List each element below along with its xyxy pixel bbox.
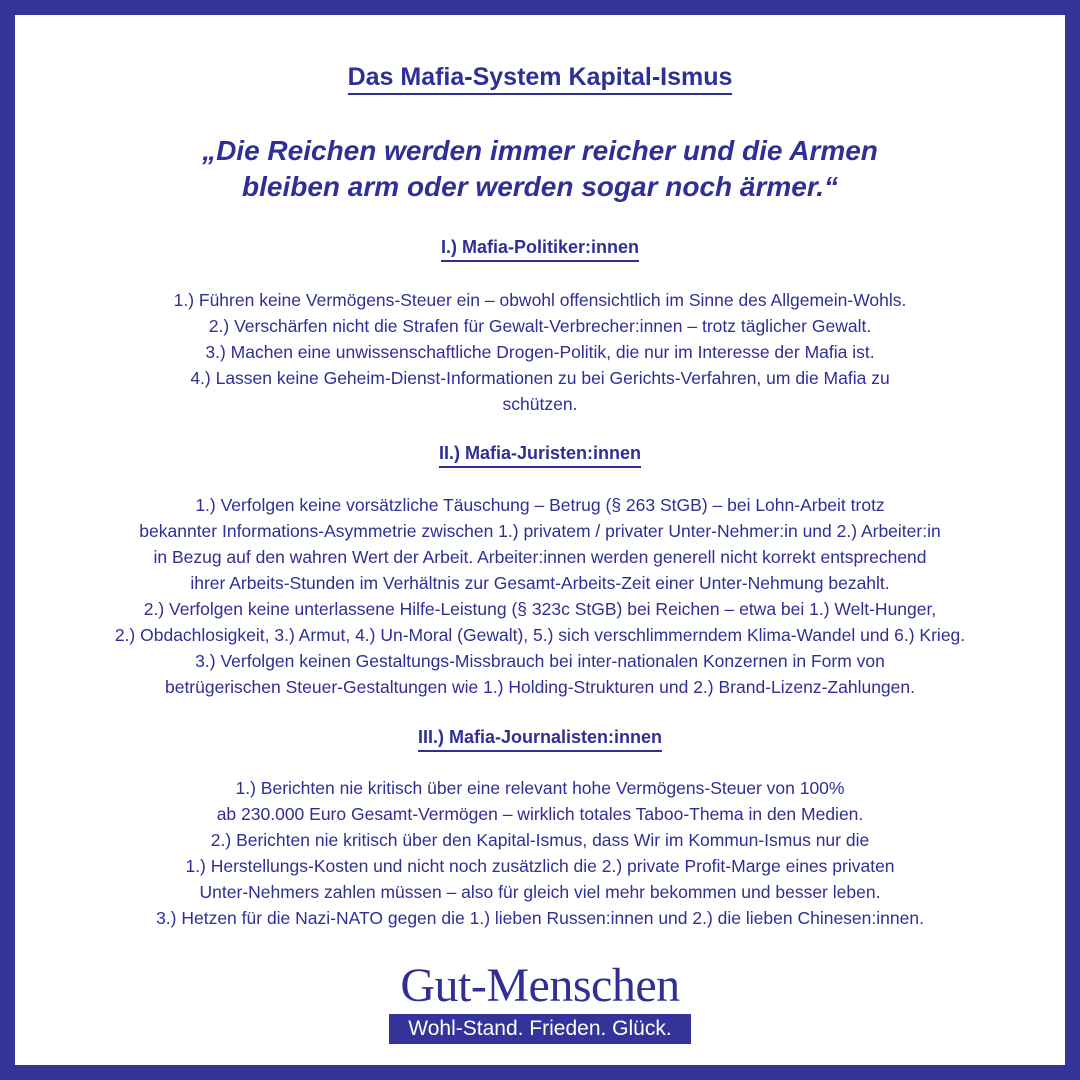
section-heading-journalisten [15, 727, 1065, 748]
text-line: bekannter Informations-Asymmetrie zwischen 1.) privatem / privater Unter-Nehmer:in und 2.) Arbeiter:in [139, 521, 941, 541]
text-line: 3.) Machen eine unwissenschaftliche Drogen-Politik, die nur im Interesse der Mafia ist. [205, 342, 875, 362]
section-body-politiker [15, 287, 1065, 417]
logo-name: Gut-Menschen [400, 959, 680, 1012]
section-body-journalisten [15, 775, 1065, 931]
text-line: Unter-Nehmers zahlen müssen – also für gleich viel mehr bekommen und besser leben. [199, 882, 881, 902]
page-title [15, 63, 1065, 92]
text-line: 2.) Verschärfen nicht die Strafen für Gewalt-Verbrecher:innen – trotz täglicher Gewalt. [208, 316, 872, 336]
page-title-text: Das Mafia-System Kapital-Ismus [348, 63, 733, 95]
text-line: ihrer Arbeits-Stunden im Verhältnis zur Gesamt-Arbeits-Zeit einer Unter-Nehmung bezahlt. [190, 573, 890, 593]
text-line: 1.) Verfolgen keine vorsätzliche Täuschung – Betrug (§ 263 StGB) – bei Lohn-Arbeit trotz [195, 495, 885, 515]
text-line: 4.) Lassen keine Geheim-Dienst-Informationen zu bei Gerichts-Verfahren, um die Mafia zu [190, 368, 890, 388]
logo-tagline: Wohl-Stand. Frieden. Glück. [389, 1014, 691, 1044]
document-content [15, 15, 1065, 1065]
quote-line: „Die Reichen werden immer reicher und die Armen [202, 135, 878, 166]
section-heading-text: II.) Mafia-Juristen:innen [439, 443, 641, 468]
text-line: 2.) Verfolgen keine unterlassene Hilfe-Leistung (§ 323c StGB) bei Reichen – etwa bei 1.) Welt-Hunger, [143, 599, 937, 619]
text-line: 1.) Berichten nie kritisch über eine relevant hohe Vermögens-Steuer von 100% [235, 778, 845, 798]
text-line: betrügerischen Steuer-Gestaltungen wie 1.) Holding-Strukturen und 2.) Brand-Lizenz-Zahlungen. [164, 677, 915, 697]
text-line: 2.) Obdachlosigkeit, 3.) Armut, 4.) Un-Moral (Gewalt), 5.) sich verschlimmerndem Klima-Wandel und 6.) Krieg. [114, 625, 966, 645]
text-line: 1.) Führen keine Vermögens-Steuer ein – obwohl offensichtlich im Sinne des Allgemein-Wohls. [173, 290, 907, 310]
text-line: ab 230.000 Euro Gesamt-Vermögen – wirklich totales Taboo-Thema in den Medien. [216, 804, 864, 824]
text-line: in Bezug auf den wahren Wert der Arbeit. Arbeiter:innen werden generell nicht korrekt entsprechend [153, 547, 927, 567]
section-body-juristen [15, 492, 1065, 700]
text-line: 2.) Berichten nie kritisch über den Kapital-Ismus, dass Wir im Kommun-Ismus nur die [210, 830, 870, 850]
text-line: schützen. [502, 394, 578, 414]
text-line: 3.) Hetzen für die Nazi-NATO gegen die 1.) lieben Russen:innen und 2.) die lieben Chinesen:innen. [156, 908, 924, 928]
section-heading-text: I.) Mafia-Politiker:innen [441, 237, 639, 262]
text-line: 1.) Herstellungs-Kosten und nicht noch zusätzlich die 2.) private Profit-Marge eines privaten [185, 856, 895, 876]
text-line: 3.) Verfolgen keinen Gestaltungs-Missbrauch bei inter-nationalen Konzernen in Form von [195, 651, 885, 671]
quote-line: bleiben arm oder werden sogar noch ärmer.“ [242, 171, 838, 202]
section-heading-text: III.) Mafia-Journalisten:innen [418, 727, 662, 752]
section-heading-politiker [15, 237, 1065, 258]
quote-block [15, 133, 1065, 205]
brand-logo [389, 960, 691, 1044]
section-heading-juristen [15, 443, 1065, 464]
